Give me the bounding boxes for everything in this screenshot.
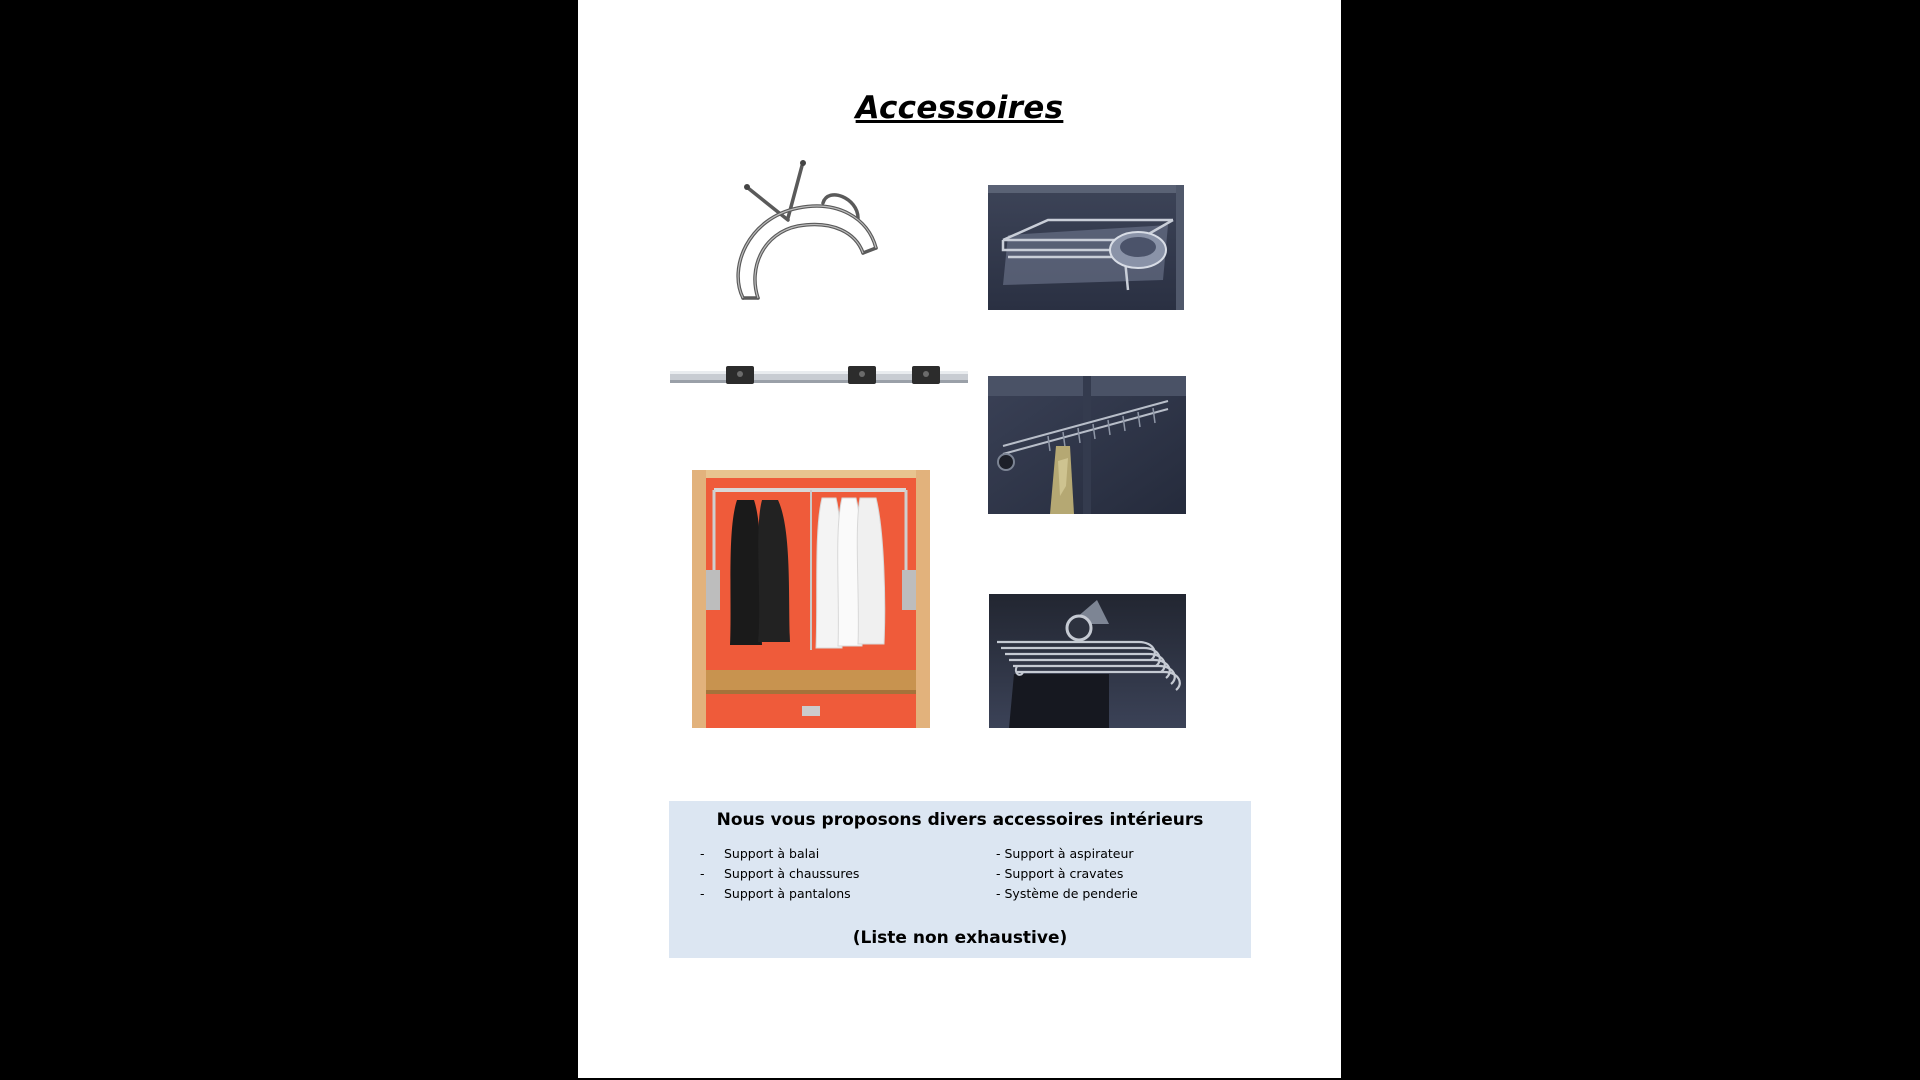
trouser-rack-image xyxy=(989,594,1186,728)
pull-out-shoe-rack-image xyxy=(988,185,1184,310)
accessories-list-right xyxy=(996,844,1138,904)
info-footer-note: (Liste non exhaustive) xyxy=(852,928,1068,948)
list-bullet: - xyxy=(700,866,705,881)
list-item-text: - Système de penderie xyxy=(996,886,1138,901)
list-bullet: - xyxy=(700,886,705,901)
list-item xyxy=(700,884,859,904)
list-item xyxy=(996,864,1138,884)
list-item xyxy=(996,844,1138,864)
list-item-text: Support à chaussures xyxy=(724,866,860,881)
accessories-list-left xyxy=(700,844,859,904)
info-heading: Nous vous proposons divers accessoires intérieurs xyxy=(716,810,1204,830)
trouser-hanger-wire-image xyxy=(728,158,880,308)
tie-rack-image xyxy=(988,376,1186,514)
page-title: Accessoires xyxy=(855,90,1064,126)
list-item-text: - Support à aspirateur xyxy=(996,846,1134,861)
pull-down-wardrobe-lift-image xyxy=(692,470,930,728)
broom-holder-rail-image xyxy=(670,364,968,388)
document-page xyxy=(578,0,1341,1078)
list-item-text: Support à balai xyxy=(724,846,820,861)
list-item-text: Support à pantalons xyxy=(724,886,851,901)
list-item-text: - Support à cravates xyxy=(996,866,1124,881)
accessories-info-box xyxy=(669,801,1251,958)
list-item xyxy=(700,864,859,884)
list-item xyxy=(700,844,859,864)
list-item xyxy=(996,884,1138,904)
list-bullet: - xyxy=(700,846,705,861)
